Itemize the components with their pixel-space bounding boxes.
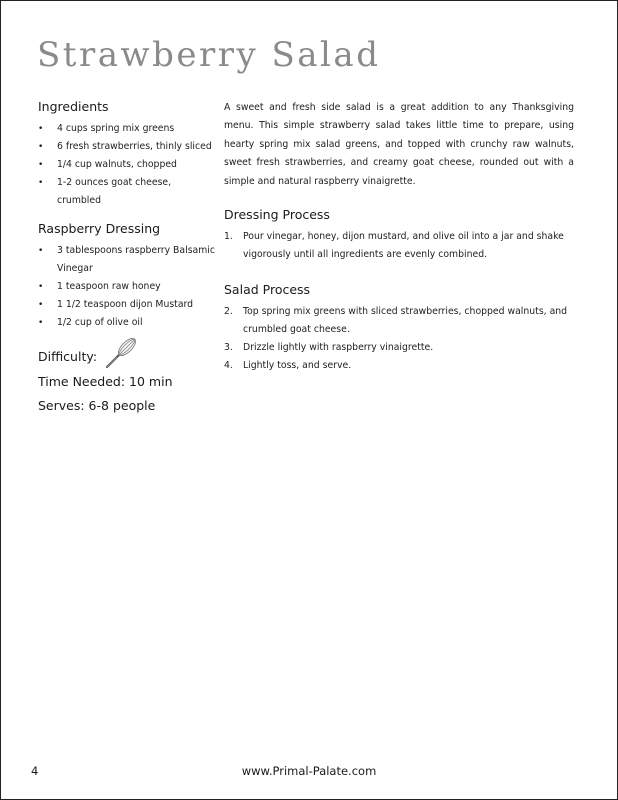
- list-item: • 1/4 cup walnuts, chopped: [38, 156, 218, 174]
- step-number: 1.: [224, 231, 233, 243]
- salad-process-heading: Salad Process: [224, 282, 311, 298]
- step-item: [224, 228, 574, 264]
- step-item: [224, 339, 574, 357]
- dressing-process-heading: Dressing Process: [224, 207, 330, 223]
- left-column: [38, 99, 218, 343]
- list-item: • 6 fresh strawberries, thinly sliced: [38, 138, 218, 156]
- step-number: 2.: [224, 306, 233, 318]
- right-column: [224, 99, 574, 393]
- step-text: Top spring mix greens with sliced strawberries, chopped walnuts, and crumbled goat cheese.: [243, 306, 568, 336]
- intro-paragraph: A sweet and fresh side salad is a great addition to any Thanksgiving menu. This simple strawberry salad takes little time to prepare, using hearty spring mix salad greens, and topped with crunchy raw walnuts, sweet fresh strawberries, and creamy goat cheese, rounded out with a simple and natural raspberry vinaigrette.: [224, 102, 574, 187]
- page-number: 4: [31, 764, 39, 778]
- step-text: Lightly toss, and serve.: [243, 360, 352, 372]
- step-text: Pour vinegar, honey, dijon mustard, and olive oil into a jar and shake vigorously until all ingredients are evenly combined.: [243, 231, 564, 261]
- list-item: • 1/2 cup of olive oil: [38, 314, 218, 332]
- list-item: • 3 tablespoons raspberry Balsamic Vinegar: [38, 242, 218, 278]
- step-number: 4.: [224, 360, 233, 372]
- step-text: Drizzle lightly with raspberry vinaigrette.: [243, 342, 434, 354]
- list-item: • 1 1/2 teaspoon dijon Mustard: [38, 296, 218, 314]
- dressing-heading: Raspberry Dressing: [38, 221, 161, 236]
- ingredients-list: [38, 120, 218, 210]
- dressing-list: [38, 242, 218, 332]
- dressing-process-steps: [224, 228, 574, 264]
- serves: Serves: 6-8 people: [38, 398, 156, 413]
- difficulty-label: Difficulty:: [38, 349, 98, 364]
- step-item: [224, 303, 574, 339]
- ingredients-heading: Ingredients: [38, 99, 109, 114]
- list-item: • 1 teaspoon raw honey: [38, 278, 218, 296]
- step-item: [224, 357, 574, 375]
- salad-process-steps: [224, 303, 574, 375]
- list-item: • 1-2 ounces goat cheese, crumbled: [38, 174, 218, 210]
- whisk-icon: [104, 336, 138, 370]
- footer-url: www.Primal-Palate.com: [241, 764, 377, 778]
- step-number: 3.: [224, 342, 233, 354]
- page-title: Strawberry Salad: [37, 35, 381, 75]
- time-needed: Time Needed: 10 min: [38, 374, 173, 389]
- list-item: • 4 cups spring mix greens: [38, 120, 218, 138]
